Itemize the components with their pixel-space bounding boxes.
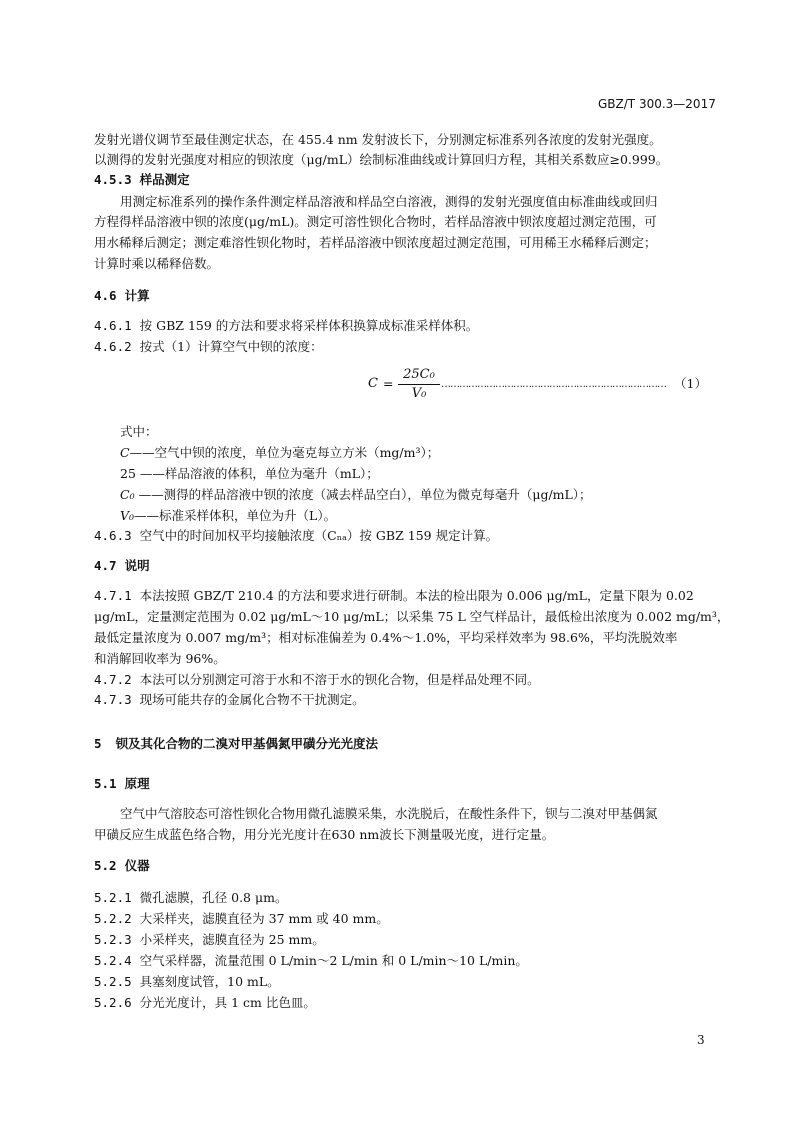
variable-text: ——空气中钡的浓度，单位为毫克每立方米（mg/m³）； [129, 445, 440, 460]
formula-denominator: V₀ [411, 386, 427, 401]
clause-number: 4.7.1 [94, 588, 132, 603]
formula-equals: = [383, 376, 394, 391]
clause-number: 4.6.2 [94, 339, 132, 354]
clause-number: 5.2.2 [94, 911, 132, 926]
clause-text: 空气采样器，流量范围 0 L/min～2 L/min 和 0 L/min～10 L/min。 [139, 953, 528, 968]
clause-4-7-2 [94, 672, 540, 688]
clause-text: 空气中的时间加权平均接触浓度（Cₙₐ）按 GBZ 159 规定计算。 [139, 528, 499, 543]
section-number: 5.2 [94, 858, 117, 873]
variable-symbol: C₀ [120, 487, 135, 502]
clause-5-2-6 [94, 995, 316, 1011]
variable-definition [120, 487, 592, 503]
section-number: 4.6 [94, 288, 117, 303]
paragraph-line: 和消解回收率为 96%。 [94, 651, 226, 666]
clause-text: 本法可以分别测定可溶于水和不溶于水的钡化合物，但是样品处理不同。 [139, 672, 540, 687]
page-number: 3 [697, 1033, 705, 1047]
clause-number: 5.2.1 [94, 890, 132, 905]
chapter-heading-5 [94, 736, 378, 752]
variable-symbol: V₀ [120, 508, 135, 523]
paragraph-line: 方程得样品溶液中钡的浓度(μg/mL)。测定可溶性钡化合物时，若样品溶液中钡浓度超过测定范围，可 [94, 214, 657, 229]
clause-number: 4.6.1 [94, 318, 132, 333]
formula-lhs: C [368, 376, 378, 391]
clause-text: 本法按照 GBZ/T 210.4 的方法和要求进行研制。本法的检出限为 0.006 μg/mL，定量下限为 0.02 [139, 588, 694, 603]
clause-text: 按式（1）计算空气中钡的浓度： [139, 339, 323, 354]
formula-fraction [398, 366, 440, 403]
clause-number: 5.2.5 [94, 974, 132, 989]
clause-number: 4.7.3 [94, 692, 132, 707]
clause-number: 4.6.3 [94, 528, 132, 543]
paragraph-line: 最低定量浓度为 0.007 mg/m³；相对标准偏差为 0.4%～1.0%，平均采样效率为 98.6%，平均洗脱效率 [94, 630, 678, 645]
paragraph-line: 甲磺反应生成蓝色络合物，用分光光度计在630 nm波长下测量吸光度，进行定量。 [94, 827, 555, 842]
paragraph-line: 以测得的发射光强度对相应的钡浓度（μg/mL）绘制标准曲线或计算回归方程，其相关系数应≥0.999。 [94, 152, 669, 167]
chapter-title: 钡及其化合物的二溴对甲基偶氮甲磺分光光度法 [115, 736, 379, 751]
paragraph-line: 发射光谱仪调节至最佳测定状态，在 455.4 nm 发射波长下，分别测定标准系列各浓度的发射光强度。 [94, 132, 662, 147]
clause-5-2-4 [94, 953, 528, 969]
variable-text: ——标准采样体积，单位为升（L）。 [134, 508, 337, 523]
clause-4-6-2 [94, 339, 323, 355]
clause-text: 分光光度计，具 1 cm 比色皿。 [139, 995, 316, 1010]
clause-text: 按 GBZ 159 的方法和要求将采样体积换算成标准采样体积。 [139, 318, 479, 333]
clause-number: 5.2.6 [94, 995, 132, 1010]
section-title: 计算 [124, 288, 150, 303]
variable-text: ——样品溶液的体积，单位为毫升（mL）； [139, 466, 379, 481]
clause-5-2-5 [94, 974, 280, 990]
clause-text: 微孔滤膜，孔径 0.8 μm。 [139, 890, 288, 905]
variable-definition [120, 466, 379, 482]
clause-4-7-3 [94, 692, 365, 708]
section-heading-4-7 [94, 558, 150, 574]
variable-text: ——测得的样品溶液中钡的浓度（减去样品空白），单位为微克每毫升（μg/mL）； [138, 487, 592, 502]
where-label: 式中： [120, 424, 158, 439]
paragraph-line: 空气中气溶胶态可溶性钡化合物用微孔滤膜采集，水洗脱后，在酸性条件下，钡与二溴对甲基偶氮 [120, 806, 658, 821]
section-number: 4.7 [94, 558, 117, 573]
section-number: 5.1 [94, 776, 117, 791]
section-title: 仪器 [124, 858, 150, 873]
formula-numerator: 25C₀ [398, 366, 440, 385]
clause-number: 5.2.3 [94, 932, 132, 947]
section-heading-5-2 [94, 858, 150, 874]
variable-symbol: C [120, 445, 130, 460]
chapter-number: 5 [94, 736, 102, 751]
section-title: 原理 [124, 776, 150, 791]
section-title: 样品测定 [139, 172, 190, 187]
formula-leader-dots: ………………………………………………………………… [441, 379, 666, 390]
clause-text: 小采样夹，滤膜直径为 25 mm。 [139, 932, 325, 947]
section-heading-4-5-3 [94, 172, 190, 188]
paragraph-line: μg/mL，定量测定范围为 0.02 μg/mL～10 μg/mL；以采集 75 L 空气样品计，最低检出浓度为 0.002 mg/m³， [94, 609, 730, 624]
clause-text: 具塞刻度试管，10 mL。 [139, 974, 280, 989]
clause-number: 5.2.4 [94, 953, 132, 968]
clause-text: 现场可能共存的金属化合物不干扰测定。 [139, 692, 365, 707]
clause-5-2-2 [94, 911, 389, 927]
variable-definition [120, 508, 336, 524]
section-title: 说明 [124, 558, 150, 573]
clause-4-6-1 [94, 318, 478, 334]
paragraph-line: 计算时乘以稀释倍数。 [94, 256, 220, 271]
clause-4-7-1 [94, 588, 694, 604]
clause-number: 4.7.2 [94, 672, 132, 687]
clause-5-2-3 [94, 932, 325, 948]
section-number: 4.5.3 [94, 172, 132, 187]
paragraph-line: 用测定标准系列的操作条件测定样品溶液和样品空白溶液，测得的发射光强度值由标准曲线或回归 [120, 194, 658, 209]
variable-definition [120, 445, 439, 461]
clause-4-6-3 [94, 528, 498, 544]
clause-5-2-1 [94, 890, 287, 906]
section-heading-4-6 [94, 288, 150, 304]
clause-text: 大采样夹，滤膜直径为 37 mm 或 40 mm。 [139, 911, 389, 926]
section-heading-5-1 [94, 776, 150, 792]
paragraph-line: 用水稀释后测定；测定难溶性钡化物时，若样品溶液中钡浓度超过测定范围，可用稀王水稀释后测定； [94, 235, 657, 250]
variable-symbol: 25 [120, 466, 136, 481]
standard-code: GBZ/T 300.3—2017 [598, 97, 716, 111]
formula-number: （1） [674, 376, 707, 391]
